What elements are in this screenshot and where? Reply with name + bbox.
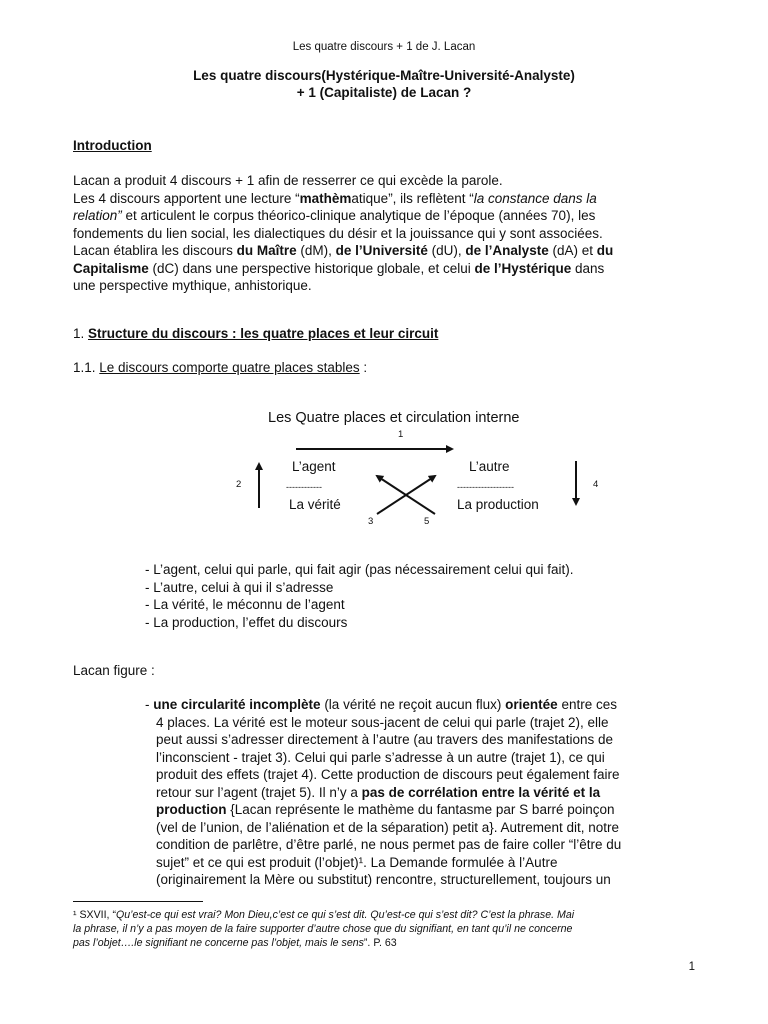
figure-intro: Lacan figure : [73,663,155,678]
text-run: atique”, ils reflètent “ [351,190,474,206]
diagram-title: Les Quatre places et circulation interne [268,410,520,426]
text-run: retour sur l’agent (trajet 5). Il n’y a [156,784,362,800]
figure-paragraph [145,696,705,889]
intro-line-2 [73,190,698,208]
text-run-bold: orientée [505,697,558,712]
document-title [0,67,768,101]
figure-line-8: (vel de l’union, de l’aliénation et de la séparation) petit a}. Autrement dit, notre [156,819,620,835]
text-run: (dU), [427,243,466,258]
text-run: (dA) et [548,243,597,258]
section-1-heading [73,325,698,343]
subsection-1-1 [73,359,698,377]
label-2: 2 [236,479,242,490]
text-run-bold: une circularité incomplète [153,697,321,712]
intro-line-7: une perspective mythique, anhistorique. [73,278,312,293]
text-run: (dC) dans une perspective historique globale, et celui [148,260,475,276]
intro-paragraph [73,172,698,295]
label-4: 4 [593,479,599,490]
text-run-italic: relation” [73,208,122,223]
figure-line-6 [145,784,705,802]
divider-right: ------------------- [457,482,514,492]
text-run: {Lacan représente le mathème du fantasme par S barré poinçon [226,802,615,817]
label-3: 3 [368,516,374,527]
subsection-title: Le discours comporte quatre places stables [99,360,360,375]
figure-line-9: condition de parlêtre, d’être parlé, ne nous permet pas de faire coller “l’être du [156,837,622,852]
label-1: 1 [398,429,404,440]
title-line-2: + 1 (Capitaliste) de Lacan ? [296,85,472,100]
text-run-bold: pas de corrélation entre la vérité et la [361,784,601,800]
text-run: : [359,360,368,375]
intro-heading-block [73,137,698,155]
text-run-italic: la constance dans la [473,190,597,206]
list-item: - L’agent, celui qui parle, qui fait agir (pas nécessairement celui qui fait). [145,562,574,577]
footnote-italic-3: pas l’objet….le signifiant ne concerne pas l’objet, mais le sens [73,937,364,949]
intro-heading: Introduction [73,138,152,153]
footnote-rule [73,901,203,902]
title-line-1: Les quatre discours(Hystérique-Maître-Université-Analyste) [193,68,575,83]
figure-line-1 [145,696,705,714]
figure-line-7 [145,801,705,819]
section-title: Structure du discours : les quatre places et leur circuit [88,326,439,341]
four-places-diagram [228,400,608,535]
figure-line-5: produit des effets (trajet 4). Cette production de discours peut également faire [156,767,620,782]
intro-line-6 [73,260,698,278]
figure-line-3: peut aussi s’adresser directement à l’autre (au travers des manifestations de [156,732,613,747]
label-5: 5 [424,516,430,527]
text-run: Lacan établira les discours [73,243,237,258]
intro-line-3 [73,207,698,225]
text-run: (la vérité ne reçoit aucun flux) [320,697,506,712]
figure-line-2: 4 places. La vérité est le moteur sous-jacent de celui qui parle (trajet 2), elle [156,714,609,730]
places-list [145,561,705,631]
page-number: 1 [688,961,695,973]
figure-line-4: l’inconscient - trajet 3). Celui qui parle s’adresse à un autre (trajet 1), ce qui [156,749,605,765]
intro-line-1: Lacan a produit 4 discours + 1 afin de resserrer ce qui excède la parole. [73,173,503,188]
footnote-tail: ”. P. 63 [363,937,397,949]
text-run: entre ces [557,697,617,712]
section-number: 1. [73,326,89,341]
place-other: L’autre [469,459,510,474]
text-run-bold: de l’Hystérique [474,260,572,276]
text-run-bold: mathèm [299,190,352,206]
place-production: La production [457,497,539,512]
text-run: dans [571,260,605,276]
text-run: (dM), [296,243,336,258]
figure-line-10: sujet” et ce qui est produit (l’objet)¹. La Demande formulée à l’Autre [156,854,558,870]
list-item: - La production, l’effet du discours [145,614,348,630]
text-run: - [145,697,154,712]
place-truth: La vérité [289,497,341,512]
subsection-number: 1.1. [73,360,100,375]
text-run-bold: production [156,802,227,817]
figure-line-11: (originairement la Mère ou substitut) rencontre, structurellement, toujours un [156,872,611,887]
text-run-bold: de l’Université [335,243,428,258]
intro-line-5 [73,242,698,260]
list-item: - L’autre, celui à qui il s’adresse [145,579,334,595]
text-run-bold: de l’Analyste [465,243,549,258]
divider-left: ------------ [286,482,322,492]
intro-line-4: fondements du lien social, les dialectiques du désir et la jouissance qui y sont associées. [73,225,603,241]
place-agent: L’agent [292,459,336,474]
text-run: Les 4 discours apportent une lecture “ [73,190,300,206]
footnote-italic-2: la phrase, il n’y a pas moyen de la faire supporter d’autre chose que du signifiant, en tant qu’il ne concerne [73,923,573,935]
footnote [73,908,698,950]
footnote-italic-1: Qu’est-ce qui est vrai? Mon Dieu,c’est ce qui s’est dit. Qu’est-ce qui s’est dit? C’est la phrase. Mai [115,909,575,921]
footnote-lead: ¹ SXVII, “ [73,909,116,921]
list-item: - La vérité, le méconnu de l’agent [145,597,345,612]
running-header: Les quatre discours + 1 de J. Lacan [292,41,476,53]
text-run-bold: du Maître [236,243,297,258]
text-run-bold: du [596,243,614,258]
text-run-bold: Capitalisme [73,260,149,276]
text-run: et articulent le corpus théorico-clinique analytique de l’époque (années 70), les [121,208,596,223]
